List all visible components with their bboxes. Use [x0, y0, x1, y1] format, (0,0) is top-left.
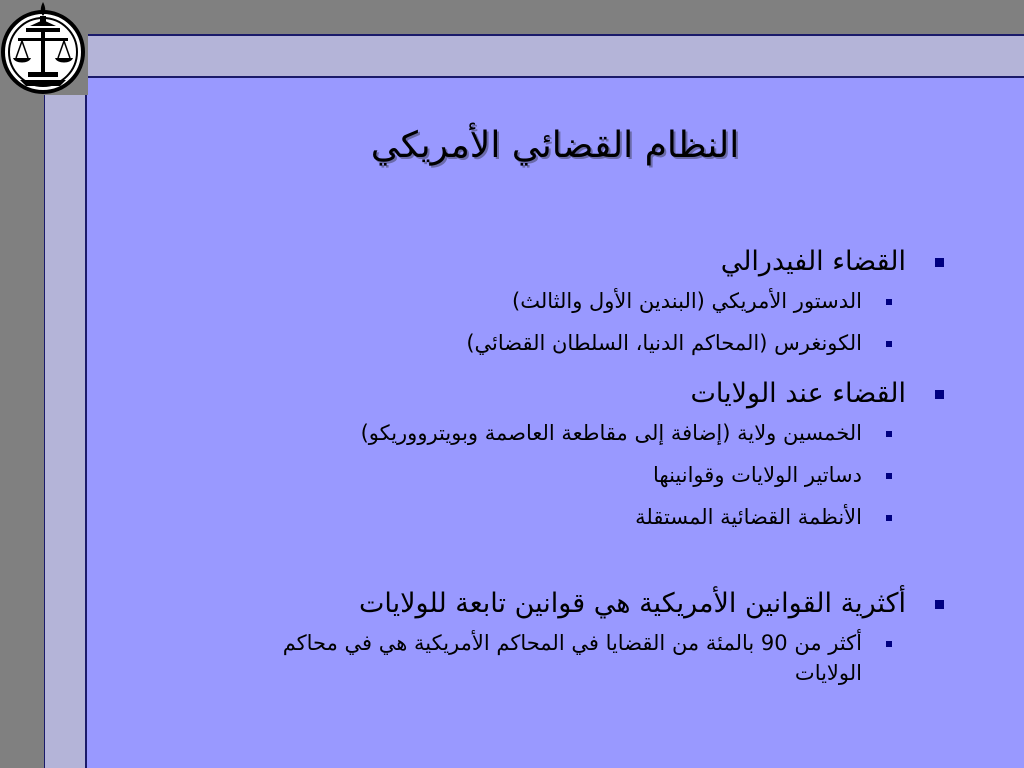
list-item: [270, 628, 906, 688]
square-bullet-icon: [886, 641, 892, 647]
list-item-text: أكثر من 90 بالمئة من القضايا في المحاكم الأمريكية هي في محاكم الولايات: [282, 631, 862, 685]
list-item-text: الخمسين ولاية (إضافة إلى مقاطعة العاصمة وبويترووريكو): [360, 421, 862, 445]
section-heading-majority: [270, 580, 950, 628]
section-spacer: [270, 544, 950, 580]
square-bullet-icon: [886, 515, 892, 521]
list-item: [270, 286, 906, 316]
list-item-text: الكونغرس (المحاكم الدنيا، السلطان القضائي): [466, 331, 862, 355]
square-bullet-icon: [886, 473, 892, 479]
top-frame-strip: [44, 34, 1024, 76]
square-bullet-icon: [886, 341, 892, 347]
section-heading-text: القضاء الفيدرالي: [720, 246, 906, 277]
square-bullet-icon: [935, 390, 944, 399]
square-bullet-icon: [935, 258, 944, 267]
list-item-text: الدستور الأمريكي (البندين الأول والثالث): [512, 289, 862, 313]
square-bullet-icon: [935, 600, 944, 609]
section-heading-text: أكثرية القوانين الأمريكية هي قوانين تابعة للولايات: [359, 588, 906, 619]
square-bullet-icon: [886, 299, 892, 305]
bullet-list: [270, 238, 950, 700]
list-item-text: دساتير الولايات وقوانينها: [653, 463, 862, 487]
slide-title: النظام القضائي الأمريكي: [370, 125, 740, 166]
list-item-text: الأنظمة القضائية المستقلة: [635, 505, 862, 529]
list-item: [270, 460, 906, 490]
scales-of-justice-icon: [0, 0, 88, 95]
section-heading-text: القضاء عند الولايات: [690, 378, 906, 409]
square-bullet-icon: [886, 431, 892, 437]
section-heading-states: [270, 370, 950, 418]
logo: [0, 0, 88, 95]
left-frame-strip: [44, 34, 87, 768]
list-item: [270, 418, 906, 448]
list-item: [270, 502, 906, 532]
list-item: [270, 328, 906, 358]
section-heading-federal: [270, 238, 950, 286]
